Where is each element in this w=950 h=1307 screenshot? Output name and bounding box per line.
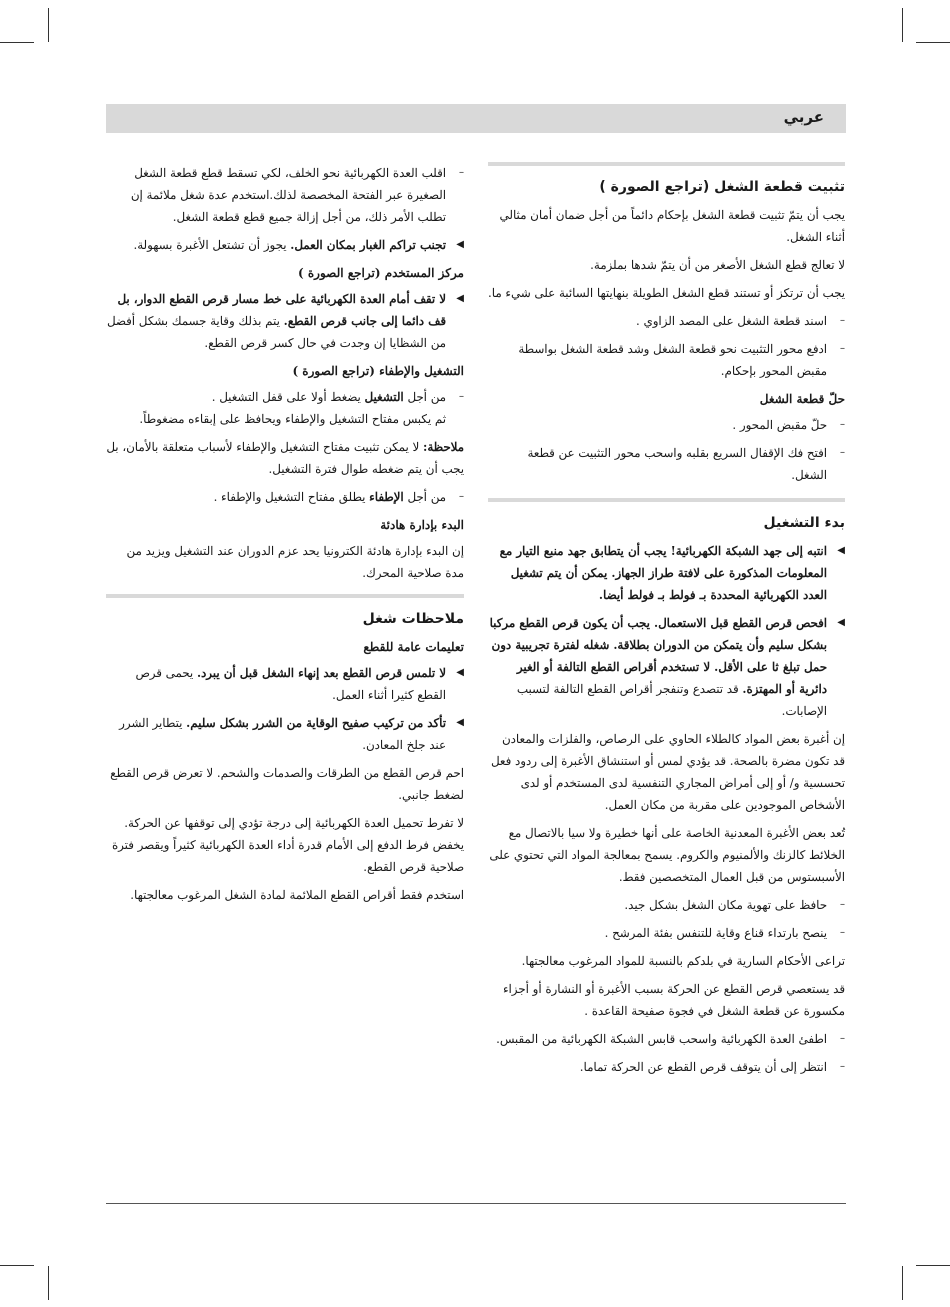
section-title-workpiece-clamping: تثبيت قطعة الشغل (تراجع الصورة ): [599, 179, 845, 195]
paragraph: إن البدء بإدارة هادئة الكترونيا يحد عزم الدوران عند التشغيل ويزيد من مدة صلاحية المحرك.: [126, 544, 464, 580]
warning-item: ◀ تجنب تراكم الغبار بمكان العمل. يجوز أن تشتعل الأغبرة بسهولة.: [106, 234, 464, 256]
paragraph: احم قرص القطع من الطرقات والصدمات والشحم. لا تعرض قرص القطع لضغط جانبي.: [110, 766, 464, 802]
dash-item: – ينصح بارتداء قناع وقاية للتنفس بفئة المرشح .: [604, 926, 845, 940]
triangle-bullet-icon: ◀: [837, 545, 845, 556]
subsection-title-user-position: مركز المستخدم (تراجع الصورة ): [298, 266, 464, 280]
subsection-title-soft-start: البدء بإدارة هادئة: [380, 518, 464, 532]
triangle-bullet-icon: ◀: [837, 617, 845, 628]
triangle-bullet-icon: ◀: [456, 717, 464, 728]
section-rule: [488, 498, 845, 502]
subsection-title-release-workpiece: حلّ قطعة الشغل: [759, 392, 845, 406]
crop-mark: [916, 1265, 950, 1266]
language-label: عربي: [783, 108, 824, 126]
dash-item: – حافظ على تهوية مكان الشغل بشكل جيد.: [624, 898, 845, 912]
crop-mark: [48, 1266, 49, 1300]
dash-item: – انتظر إلى أن يتوقف قرص القطع عن الحركة تماما.: [579, 1060, 845, 1074]
right-column: [488, 162, 845, 1084]
triangle-bullet-icon: ◀: [456, 293, 464, 304]
paragraph: إن أغبرة بعض المواد كالطلاء الحاوي على الرصاص، والفلزات والمعادن قد تكون مضرة بالصحة. قد يؤدي لمس أو استنشاق الأغبرة إلى ردود فعل تحسسية و/ أو إلى أمراض المجاري التنفسية لدى المستخدم أو لدى الأشخاص الموجودين على مقربة من مكان العمل.: [491, 732, 845, 812]
crop-mark: [902, 1266, 903, 1300]
section-rule: [488, 162, 845, 166]
crop-mark: [902, 8, 903, 42]
section-title-start-up: بدء التشغيل: [763, 515, 845, 531]
section-title-working-notes: ملاحظات شغل: [362, 611, 464, 627]
footer-rule: [106, 1203, 846, 1204]
dash-item: – اسند قطعة الشغل على المصد الزاوي .: [636, 314, 845, 328]
dash-item: – اقلب العدة الكهربائية نحو الخلف، لكي تسقط قطع قطعة الشغل الصغيرة عبر الفتحة المخصصة لذلك.استخدم عدة شغل ملائمة إن تطلب الأمر ذلك، من أجل إزالة جميع قطع قطعة الشغل.: [130, 166, 464, 224]
paragraph: يجب أن يتمّ تثبيت قطعة الشغل بإحكام دائماً من أجل ضمان أمان مثالي أثناء الشغل.: [499, 208, 845, 244]
warning-item: ◀ لا تقف أمام العدة الكهربائية على خط مسار قرص القطع الدوار، بل قف دائما إلى جانب قرص القطع. يتم بذلك وقاية جسمك بشكل أفضل من الشظايا إن وجدت في حال كسر قرص القطع.: [106, 288, 464, 354]
paragraph: لا تفرط تحميل العدة الكهربائية إلى درجة تؤدي إلى توقفها عن الحركة. يخفض فرط الدفع إلى الأمام قدرة أداء العدة الكهربائية كثيراً ويقصر فترة صلاحية قرص القطع.: [111, 816, 464, 874]
warning-item: ◀ تأكد من تركيب صفيح الوقاية من الشرر بشكل سليم. يتطاير الشرر عند جلخ المعادن.: [106, 712, 464, 756]
paragraph: تُعد بعض الأغبرة المعدنية الخاصة على أنها خطيرة ولا سيا بالاتصال مع الخلائط كالزنك والألمنيوم والكروم. يسمح بمعالجة المواد التي تحتوي على الأسبستوس من قبل العمال المتخصصين فقط.: [489, 826, 845, 884]
paragraph: لا تعالج قطع الشغل الأصغر من أن يتمّ شدها بملزمة.: [590, 258, 845, 272]
left-column: [106, 162, 464, 912]
crop-mark: [0, 42, 34, 43]
warning-item: ◀ لا تلمس قرص القطع بعد إنهاء الشغل قبل أن يبرد. يحمى قرص القطع كثيرا أثناء العمل.: [106, 662, 464, 706]
paragraph: قد يستعصي قرص القطع عن الحركة بسبب الأغبرة أو النشارة أو أجزاء مكسورة عن قطعة الشغل في فجوة صفيحة القاعدة .: [502, 982, 845, 1018]
paragraph: يجب أن ترتكز أو تستند قطع الشغل الطويلة بنهايتها السائبة على شيء ما.: [488, 286, 845, 300]
warning-item: ◀ انتبه إلى جهد الشبكة الكهربائية! يجب أن يتطابق جهد منبع التيار مع المعلومات المذكورة على لافتة طراز الجهاز. يمكن أن يتم تشغيل العدد الكهربائية المحددة بـ فولط بـ فولط أيضا.: [488, 540, 845, 606]
dash-item: – افتح فك الإقفال السريع بقلبه واسحب محور التثبيت عن قطعة الشغل.: [527, 446, 845, 482]
dash-item: – من أجل الإطفاء يطلق مفتاح التشغيل والإطفاء .: [213, 490, 464, 504]
paragraph: تراعى الأحكام السارية في بلدكم بالنسبة للمواد المرغوب معالجتها.: [521, 954, 845, 968]
subsection-title-cutting-instructions: تعليمات عامة للقطع: [363, 640, 464, 654]
section-rule: [106, 594, 464, 598]
triangle-bullet-icon: ◀: [456, 239, 464, 250]
dash-item: – ادفع محور التثبيت نحو قطعة الشغل وشد قطعة الشغل بواسطة مقبض المحور بإحكام.: [518, 342, 845, 378]
paragraph: استخدم فقط أقراص القطع الملائمة لمادة الشغل المرغوب معالجتها.: [130, 888, 464, 902]
crop-mark: [916, 42, 950, 43]
triangle-bullet-icon: ◀: [456, 667, 464, 678]
language-header-bar: [106, 104, 846, 133]
subsection-title-on-off: التشغيل والإطفاء (تراجع الصورة ): [292, 364, 464, 378]
crop-mark: [48, 8, 49, 42]
dash-item: – حلّ مقبض المحور .: [732, 418, 845, 432]
warning-item: ◀ افحص قرص القطع قبل الاستعمال. يجب أن يكون قرص القطع مركبا بشكل سليم وأن يتمكن من الدوران بطلاقة. شغله لفترة تجريبية دون حمل تبلغ ثا على الأقل. لا تستخدم أقراص القطع التالفة أو الغير دائرية أو المهتزة. قد تتصدع وتنفجر أقراص القطع التالفة لتسبب الإصابات.: [488, 612, 845, 722]
note-paragraph: ملاحظة: لا يمكن تثبيت مفتاح التشغيل والإطفاء لأسباب متعلقة بالأمان، بل يجب أن يتم ضغطه طوال فترة التشغيل.: [106, 440, 464, 476]
crop-mark: [0, 1265, 34, 1266]
dash-item: – من أجل التشغيل يضغط أولا على قفل التشغيل . ثم يكبس مفتاح التشغيل والإطفاء ويحافظ على إبقاءه مضغوطاً.: [139, 390, 464, 426]
dash-item: – اطفئ العدة الكهربائية واسحب قابس الشبكة الكهربائية من المقبس.: [496, 1032, 845, 1046]
